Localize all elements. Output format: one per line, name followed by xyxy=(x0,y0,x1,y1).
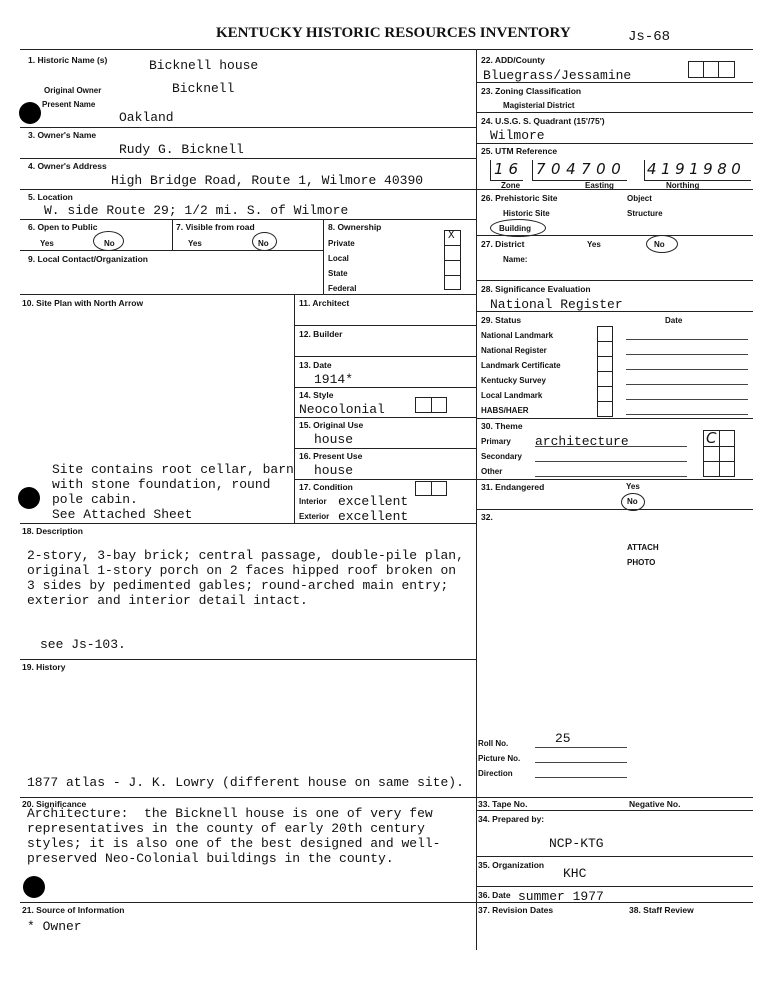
quadrant-label: 24. U.S.G. S. Quadrant (15'/75') xyxy=(481,116,605,126)
location-label: 5. Location xyxy=(28,192,73,202)
description-label: 18. Description xyxy=(22,526,83,536)
district-label: 27. District xyxy=(481,239,525,249)
interior-label: Interior xyxy=(299,497,327,506)
rule xyxy=(535,777,627,778)
theme-primary-label: Primary xyxy=(481,437,511,446)
owners-address-label: 4. Owner's Address xyxy=(28,161,107,171)
zoning-label: 23. Zoning Classification xyxy=(481,86,582,96)
style-code-boxes xyxy=(415,397,447,413)
object-label: Object xyxy=(627,194,652,203)
rule xyxy=(323,219,324,294)
organization-label: 35. Organization xyxy=(478,860,545,870)
rule xyxy=(719,431,720,476)
rule xyxy=(20,189,476,190)
rule xyxy=(535,446,687,447)
rule xyxy=(598,356,612,357)
add-county-label: 22. ADD/County xyxy=(481,55,545,65)
revision-dates-label: 37. Revision Dates xyxy=(478,905,554,915)
date-prepared-label: 36. Date xyxy=(478,890,511,900)
rule xyxy=(20,158,476,159)
rule xyxy=(598,371,612,372)
exterior-label: Exterior xyxy=(299,512,330,521)
district-yes: Yes xyxy=(587,240,601,249)
interior-value: excellent xyxy=(338,494,409,509)
theme-code-value: C xyxy=(706,429,717,447)
rule xyxy=(626,399,748,400)
status-national-register: National Register xyxy=(481,346,547,355)
rule xyxy=(294,448,476,449)
status-habs-haer: HABS/HAER xyxy=(481,406,529,415)
status-landmark-certificate: Landmark Certificate xyxy=(481,361,561,370)
rule xyxy=(535,461,687,462)
rule xyxy=(20,523,476,524)
no-circle-mark xyxy=(646,235,678,253)
endangered-label: 31. Endangered xyxy=(481,482,545,492)
utm-zone-caption: Zone xyxy=(501,181,521,190)
rule xyxy=(703,62,704,77)
roll-no-label: Roll No. xyxy=(478,739,509,748)
attach-label: ATTACH xyxy=(627,543,659,552)
rule xyxy=(535,476,687,477)
rule xyxy=(476,311,753,312)
builder-label: 12. Builder xyxy=(299,329,343,339)
owners-address-value: High Bridge Road, Route 1, Wilmore 40390 xyxy=(111,173,424,188)
ownership-state: State xyxy=(328,269,348,278)
historic-site-label: Historic Site xyxy=(503,209,550,218)
rule xyxy=(445,260,460,261)
significance-text: Architecture: the Bicknell house is one of very few representatives in the county of early 20th century styles; it is also one of the best designed and well- preserved Neo-Colonial buildings in the county. xyxy=(27,806,441,866)
rule xyxy=(598,341,612,342)
form-id: Js-68 xyxy=(628,29,671,45)
theme-primary-value: architecture xyxy=(535,434,629,449)
rule xyxy=(431,482,432,495)
rule xyxy=(718,62,719,77)
prehistoric-site-label: 26. Prehistoric Site xyxy=(481,193,558,203)
source-label: 21. Source of Information xyxy=(22,905,125,915)
endangered-no: No xyxy=(627,497,638,506)
utm-easting-caption: Easting xyxy=(585,181,614,190)
site-plan-label: 10. Site Plan with North Arrow xyxy=(22,298,144,308)
description-see: see Js-103. xyxy=(40,637,126,652)
magisterial-district-label: Magisterial District xyxy=(503,101,575,110)
tape-no-label: 33. Tape No. xyxy=(478,799,528,809)
rule xyxy=(476,280,753,281)
rule xyxy=(476,189,753,190)
prepared-by-value: NCP-KTG xyxy=(549,836,604,851)
rule xyxy=(535,762,627,763)
top-rule xyxy=(20,49,753,50)
owners-name-label: 3. Owner's Name xyxy=(28,130,97,140)
rule xyxy=(598,386,612,387)
rule xyxy=(294,417,476,418)
rule xyxy=(476,902,753,903)
punch-hole xyxy=(18,487,40,509)
utm-label: 25. UTM Reference xyxy=(481,146,558,156)
status-national-landmark: National Landmark xyxy=(481,331,554,340)
rule xyxy=(476,810,753,811)
rule xyxy=(476,479,753,480)
rule xyxy=(445,245,460,246)
rule xyxy=(476,235,753,236)
site-plan-note: Site contains root cellar, barn with stone foundation, round pole cabin. See Attached Sheet xyxy=(52,462,294,522)
significance-label: 20. Significance xyxy=(22,799,87,809)
rule xyxy=(20,250,323,251)
owners-name-value: Rudy G. Bicknell xyxy=(119,142,244,157)
rule xyxy=(626,369,748,370)
prepared-by-label: 34. Prepared by: xyxy=(478,814,545,824)
present-name-value: Oakland xyxy=(119,110,174,125)
rule xyxy=(476,856,753,857)
rule xyxy=(20,659,476,660)
form-title: KENTUCKY HISTORIC RESOURCES INVENTORY xyxy=(216,25,571,41)
rule xyxy=(476,797,753,798)
direction-label: Direction xyxy=(478,769,513,778)
utm-zone-value: 16 xyxy=(494,160,524,178)
location-value: W. side Route 29; 1/2 mi. S. of Wilmore xyxy=(44,203,349,218)
structure-label: Structure xyxy=(627,209,663,218)
photo-section-label: 32. xyxy=(481,512,493,522)
rule xyxy=(20,902,476,903)
center-divider xyxy=(476,49,477,950)
status-checkboxes xyxy=(597,326,613,417)
theme-label: 30. Theme xyxy=(481,421,523,431)
history-text: 1877 atlas - J. K. Lowry (different house on same site). xyxy=(27,775,464,790)
rule xyxy=(20,219,476,220)
roll-no-value: 25 xyxy=(555,731,571,746)
utm-northing-value: 4191980 xyxy=(647,160,746,178)
rule xyxy=(20,127,476,128)
building-label: Building xyxy=(499,224,531,233)
open-to-public-yes: Yes xyxy=(40,239,54,248)
description-text: 2-story, 3-bay brick; central passage, double-pile plan, original 1-story porch on 2 faces hipped roof broken on 3 sides by pedimented gables; round-arched main entry; exterior and interior detail intact. xyxy=(27,548,464,608)
local-contact-label: 9. Local Contact/Organization xyxy=(28,254,148,264)
no-circle-mark xyxy=(252,232,277,251)
original-owner-value: Bicknell xyxy=(172,81,235,96)
rule xyxy=(535,747,627,748)
rule xyxy=(626,339,748,340)
present-use-value: house xyxy=(314,463,354,478)
date-label: 13. Date xyxy=(299,360,332,370)
utm-easting-value: 704700 xyxy=(536,160,627,178)
rule xyxy=(294,479,476,480)
district-name-label: Name: xyxy=(503,255,528,264)
theme-other-label: Other xyxy=(481,467,503,476)
visible-yes: Yes xyxy=(188,239,202,248)
ownership-label: 8. Ownership xyxy=(328,222,382,232)
ownership-private-check: X xyxy=(448,230,455,242)
rule xyxy=(294,356,476,357)
historic-name-label: 1. Historic Name (s) xyxy=(28,55,108,65)
architect-label: 11. Architect xyxy=(299,298,350,308)
county-code-boxes xyxy=(688,61,735,78)
rule xyxy=(476,143,753,144)
ownership-private: Private xyxy=(328,239,355,248)
exterior-value: excellent xyxy=(338,509,409,524)
status-label: 29. Status xyxy=(481,315,522,325)
rule xyxy=(294,294,295,523)
rule xyxy=(20,294,476,295)
open-to-public-no: No xyxy=(104,239,115,248)
ownership-local: Local xyxy=(328,254,349,263)
condition-code-boxes xyxy=(415,481,447,496)
significance-evaluation-label: 28. Significance Evaluation xyxy=(481,284,591,294)
date-prepared-value: summer 1977 xyxy=(518,889,604,904)
rule xyxy=(476,509,753,510)
organization-value: KHC xyxy=(563,866,587,881)
punch-hole xyxy=(23,876,45,898)
district-no: No xyxy=(654,240,665,249)
original-use-label: 15. Original Use xyxy=(299,420,364,430)
rule xyxy=(476,112,753,113)
ownership-checkboxes xyxy=(444,230,461,290)
style-value: Neocolonial xyxy=(299,402,385,417)
rule xyxy=(598,401,612,402)
rule xyxy=(704,461,734,462)
rule xyxy=(294,325,476,326)
rule xyxy=(626,384,748,385)
rule xyxy=(626,354,748,355)
status-local-landmark: Local Landmark xyxy=(481,391,543,400)
rule xyxy=(476,82,753,83)
rule xyxy=(445,275,460,276)
source-value: * Owner xyxy=(27,919,82,934)
status-kentucky-survey: Kentucky Survey xyxy=(481,376,546,385)
status-date-label: Date xyxy=(665,316,683,325)
theme-code-boxes xyxy=(703,430,735,477)
rule xyxy=(476,418,753,419)
rule xyxy=(294,387,476,388)
theme-secondary-label: Secondary xyxy=(481,452,522,461)
ownership-federal: Federal xyxy=(328,284,357,293)
utm-northing-caption: Northing xyxy=(666,181,700,190)
open-to-public-label: 6. Open to Public xyxy=(28,222,98,232)
history-label: 19. History xyxy=(22,662,66,672)
rule xyxy=(20,797,476,798)
visible-no: No xyxy=(258,239,269,248)
original-use-value: house xyxy=(314,432,354,447)
present-use-label: 16. Present Use xyxy=(299,451,363,461)
original-owner-label: Original Owner xyxy=(44,86,102,95)
add-county-value: Bluegrass/Jessamine xyxy=(483,68,632,83)
condition-label: 17. Condition xyxy=(299,482,353,492)
rule xyxy=(172,219,173,250)
endangered-yes: Yes xyxy=(626,482,640,491)
picture-no-label: Picture No. xyxy=(478,754,521,763)
rule xyxy=(476,886,753,887)
significance-evaluation-value: National Register xyxy=(490,297,623,312)
staff-review-label: 38. Staff Review xyxy=(629,905,694,915)
style-label: 14. Style xyxy=(299,390,334,400)
punch-hole xyxy=(19,102,41,124)
negative-no-label: Negative No. xyxy=(629,799,681,809)
present-name-label: Present Name xyxy=(42,100,96,109)
rule xyxy=(431,398,432,412)
date-value: 1914* xyxy=(314,372,354,387)
rule xyxy=(626,414,748,415)
quadrant-value: Wilmore xyxy=(490,128,545,143)
historic-name-value: Bicknell house xyxy=(149,58,259,73)
no-circle-mark xyxy=(93,231,124,251)
visible-from-road-label: 7. Visible from road xyxy=(176,222,255,232)
photo-label: PHOTO xyxy=(627,558,656,567)
